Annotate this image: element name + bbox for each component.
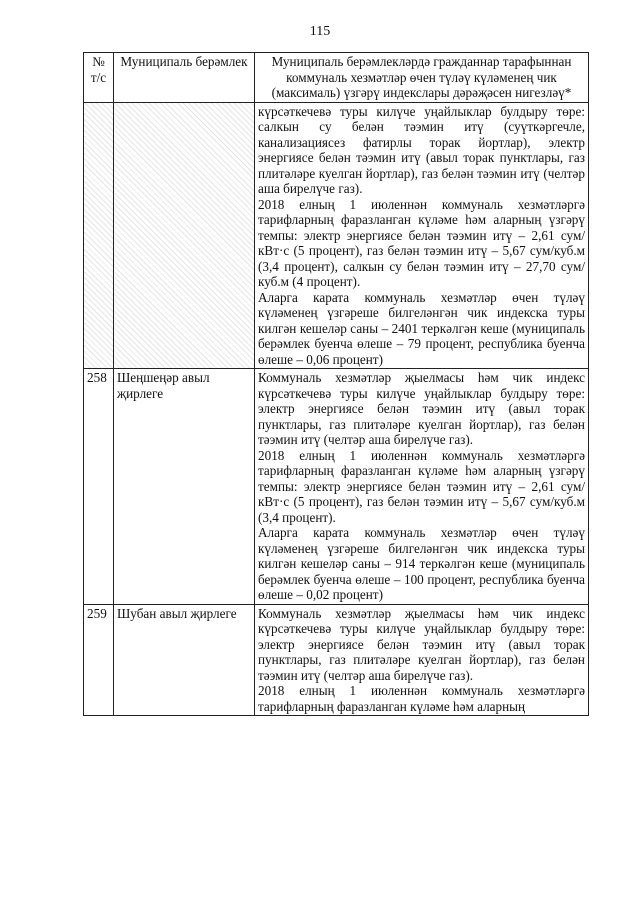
- description-paragraph: 2018 елның 1 июленнән коммуналь хезмәтләргә тарифларның фаразланган күләме һәм аларның үзгәрү темпы: электр энергиясе белән тәэмин итү – 2,61 сум/кВт·с (5 процент), газ белән тәэмин итү – 5,67 сум/куб.м (3,4 процент).: [258, 447, 585, 525]
- description-paragraph: Аларга карата коммуналь хезмәтләр өчен түләү күләменең үзгәреше билгеләнгән чик индекска туры килгән кешеләр саны – 914 теркәлгән кеше (муниципаль берәмлек буенча өлеше – 100 процент, республика буенча өлеше – 0,02 процент): [258, 525, 585, 602]
- description-paragraph: 2018 елның 1 июленнән коммуналь хезмәтләргә тарифларның фаразланган күләме һәм аларның үзгәрү темпы: электр энергиясе белән тәэмин итү – 2,61 сум/кВт·с (5 процент), газ белән тәэмин итү – 5,67 сум/куб.м (3,4 процент), салкын су белән тәэмин итү – 27,70 сум/куб.м (4 процент).: [258, 196, 585, 289]
- description-paragraph: Коммуналь хезмәтләр җыелмасы һәм чик индекс күрсәткечевә туры килүче уңайлыклар булдыру төре: электр энергиясе белән тәэмин итү (авыл торак пунктлары, газ плитәләре куелган йортлар), газ белән тәэмин итү (челтәр аша бирелүче газ).: [258, 370, 585, 447]
- row-description: [255, 604, 589, 716]
- row-municipality: Шеңшеңәр авыл җирлеге: [114, 369, 255, 605]
- header-number: № т/с: [84, 53, 114, 103]
- description-paragraph: күрсәткечевә туры килүче уңайлыклар булдыру төре: салкын су белән тәэмин итү (суүткәргечле, канализациясез фатирлы торак йортлар), электр энергиясе белән тәэмин итү (авыл торак пунктлары, газ плитәләре куелган йортлар), газ белән тәэмин итү (челтәр аша бирелүче газ).: [258, 103, 585, 196]
- row-municipality: Шубан авыл җирлеге: [114, 604, 255, 716]
- tariff-index-table: [83, 52, 589, 716]
- page-number: 115: [309, 24, 331, 39]
- table-body: [84, 102, 589, 716]
- description-paragraph: 2018 елның 1 июленнән коммуналь хезмәтләргә тарифларның фаразланган күләме һәм аларның: [258, 683, 585, 714]
- table-row: [84, 369, 589, 605]
- table-row: [84, 604, 589, 716]
- row-number: [84, 102, 114, 369]
- table-row: [84, 102, 589, 369]
- header-description: Муниципаль берәмлекләрдә гражданнар тарафыннан коммуналь хезмәтләр өчен түләү күләменең чик (максималь) үзгәрү индекслары дәрәҗәсен нигезләү*: [255, 53, 589, 103]
- row-municipality: [114, 102, 255, 369]
- header-municipality: Муниципаль берәмлек: [114, 53, 255, 103]
- row-number: 258: [84, 369, 114, 605]
- description-paragraph: Аларга карата коммуналь хезмәтләр өчен түләү күләменең үзгәреше билгеләнгән чик индекска туры килгән кешеләр саны – 2401 теркәлгән кеше (муниципаль берәмлек буенча өлеше – 79 процент, республика буенча өлеше – 0,06 процент): [258, 289, 585, 367]
- row-description: [255, 102, 589, 369]
- row-description: [255, 369, 589, 605]
- table-header-row: [84, 53, 589, 103]
- row-number: 259: [84, 604, 114, 716]
- description-paragraph: Коммуналь хезмәтләр җыелмасы һәм чик индекс күрсәткечевә туры килүче уңайлыклар булдыру төре: электр энергиясе белән тәэмин итү (авыл торак пунктлары, газ плитәләре куелган йортлар), газ белән тәэмин итү (челтәр аша бирелүче газ).: [258, 605, 585, 683]
